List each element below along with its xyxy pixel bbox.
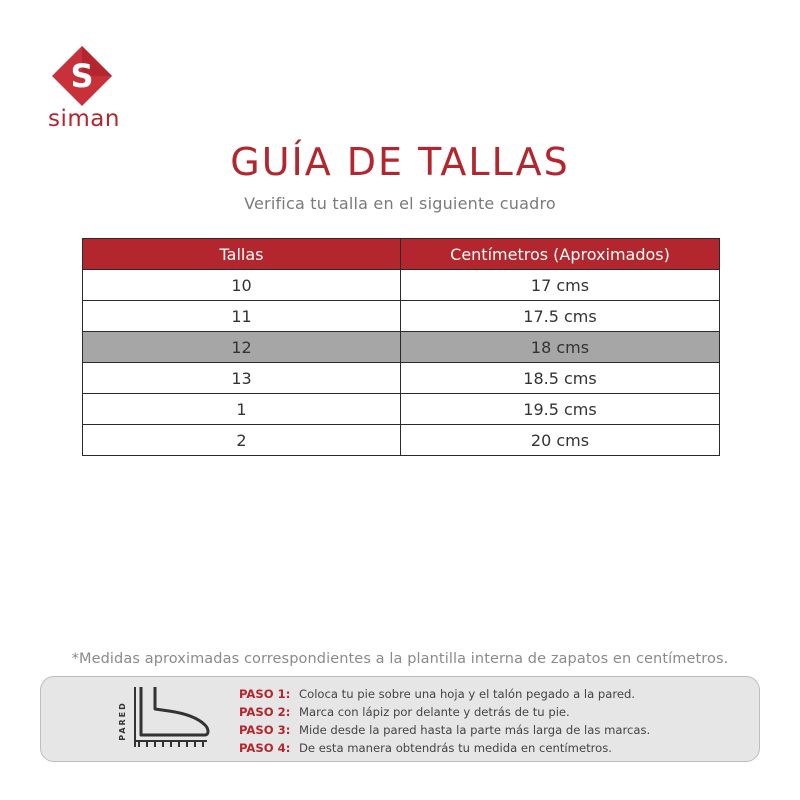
table-row — [83, 301, 720, 332]
page-subtitle: Verifica tu talla en el siguiente cuadro — [244, 194, 556, 213]
step-label: PASO 3: — [239, 723, 291, 737]
cm-cell: 20 cms — [401, 425, 720, 456]
step-text: De esta manera obtendrás tu medida en centímetros. — [299, 741, 612, 755]
size-cell: 12 — [83, 332, 401, 363]
size-cell: 1 — [83, 394, 401, 425]
cm-cell: 18.5 cms — [401, 363, 720, 394]
siman-logo — [44, 44, 124, 136]
cm-cell: 19.5 cms — [401, 394, 720, 425]
size-cell: 11 — [83, 301, 401, 332]
step-label: PASO 2: — [239, 705, 291, 719]
step-text: Coloca tu pie sobre una hoja y el talón pegado a la pared. — [299, 687, 636, 701]
table-header-row — [83, 239, 720, 270]
steps-list — [239, 685, 749, 757]
footnote: *Medidas aproximadas correspondientes a la plantilla interna de zapatos en centímetros. — [71, 651, 729, 667]
wall-label: PARED — [118, 701, 127, 741]
column-header-tallas: Tallas — [83, 239, 401, 270]
instructions-box — [40, 676, 760, 762]
size-cell: 10 — [83, 270, 401, 301]
step-text: Mide desde la pared hasta la parte más larga de las marcas. — [299, 723, 651, 737]
cm-cell: 17 cms — [401, 270, 720, 301]
step-label: PASO 4: — [239, 741, 291, 755]
table-row — [83, 270, 720, 301]
foot-against-wall-icon — [113, 683, 213, 755]
table-row-highlighted — [83, 332, 720, 363]
step-1 — [239, 685, 749, 703]
size-cell: 13 — [83, 363, 401, 394]
table-row — [83, 425, 720, 456]
siman-logo-mark — [50, 44, 114, 108]
table-row — [83, 363, 720, 394]
step-text: Marca con lápiz por delante y detrás de tu pie. — [299, 705, 570, 719]
step-4 — [239, 739, 749, 757]
logo-wordmark: siman — [48, 106, 120, 132]
step-2 — [239, 703, 749, 721]
step-label: PASO 1: — [239, 687, 291, 701]
size-cell: 2 — [83, 425, 401, 456]
step-3 — [239, 721, 749, 739]
logo-letter: S — [70, 57, 94, 95]
table-row — [83, 394, 720, 425]
cm-cell: 17.5 cms — [401, 301, 720, 332]
size-chart-table — [82, 238, 720, 456]
column-header-centimetros: Centímetros (Aproximados) — [401, 239, 720, 270]
page-title: GUÍA DE TALLAS — [230, 140, 570, 184]
cm-cell: 18 cms — [401, 332, 720, 363]
